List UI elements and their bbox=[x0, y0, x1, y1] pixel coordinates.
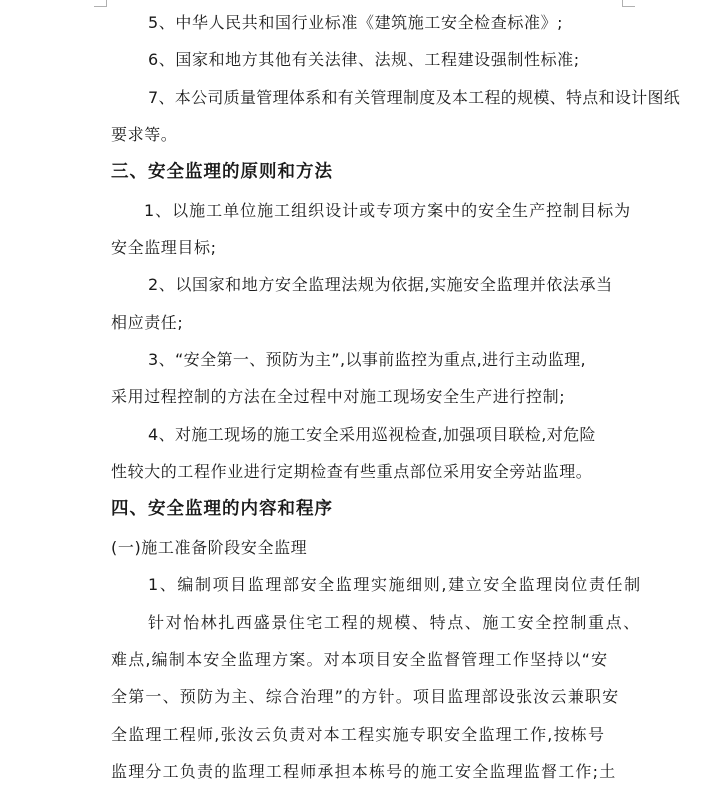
section-heading-3: 三、安全监理的原则和方法 bbox=[111, 162, 333, 182]
basis-item-5: 5、中华人民共和国行业标准《建筑施工安全检查标准》; bbox=[148, 13, 564, 32]
content-para-line-3: 全第一、预防为主、综合治理”的方针。项目监理部设张汝云兼职安 bbox=[111, 687, 620, 706]
basis-item-7: 7、本公司质量管理体系和有关管理制度及本工程的规模、特点和设计图纸 bbox=[148, 88, 681, 107]
page-corner-mark-right bbox=[622, 0, 635, 7]
content-para-line-2: 难点,编制本安全监理方案。对本项目安全监督管理工作坚持以“安 bbox=[111, 650, 609, 669]
subsection-heading-1: (一)施工准备阶段安全监理 bbox=[111, 538, 308, 557]
content-para-line-4: 全监理工程师,张汝云负责对本工程实施专职安全监理工作,按栋号 bbox=[111, 725, 606, 744]
principle-item-3: 3、“安全第一、预防为主”,以事前监控为重点,进行主动监理, bbox=[148, 350, 587, 369]
principle-item-4-cont: 性较大的工程作业进行定期检查有些重点部位采用安全旁站监理。 bbox=[111, 462, 593, 481]
principle-item-1: 1、以施工单位施工组织设计或专项方案中的安全生产控制目标为 bbox=[144, 201, 632, 220]
principle-item-4: 4、对施工现场的施工安全采用巡视检查,加强项目联检,对危险 bbox=[148, 425, 596, 444]
principle-item-2: 2、以国家和地方安全监理法规为依据,实施安全监理并依法承当 bbox=[148, 275, 613, 294]
basis-item-6: 6、国家和地方其他有关法律、法规、工程建设强制性标准; bbox=[148, 50, 580, 69]
page-corner-mark-left bbox=[94, 0, 107, 7]
content-item-1: 1、编制项目监理部安全监理实施细则,建立安全监理岗位责任制 bbox=[148, 575, 642, 594]
principle-item-3-cont: 采用过程控制的方法在全过程中对施工现场安全生产进行控制; bbox=[111, 387, 566, 406]
principle-item-1-cont: 安全监理目标; bbox=[111, 238, 217, 257]
content-para-line-5: 监理分工负责的监理工程师承担本栋号的施工安全监理监督工作;土 bbox=[111, 762, 617, 781]
section-heading-4: 四、安全监理的内容和程序 bbox=[111, 499, 333, 519]
basis-item-7-cont: 要求等。 bbox=[111, 125, 178, 144]
principle-item-2-cont: 相应责任; bbox=[111, 313, 184, 332]
content-para-line-1: 针对怡林扎西盛景住宅工程的规模、特点、施工安全控制重点、 bbox=[148, 613, 641, 632]
